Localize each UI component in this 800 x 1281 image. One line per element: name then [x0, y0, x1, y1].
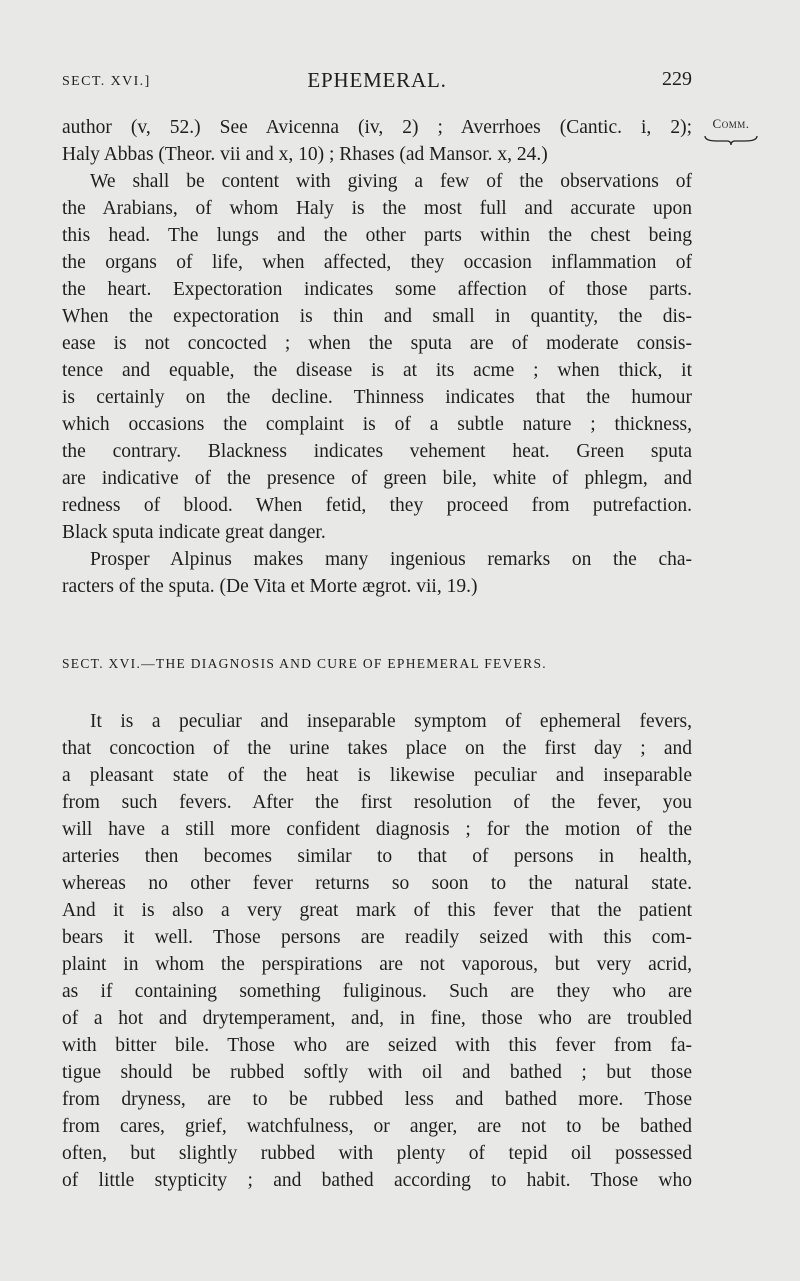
section-heading: SECT. XVI.—THE DIAGNOSIS AND CURE OF EPHEMERAL FEVERS.	[62, 656, 547, 671]
text-line: arteries then becomes similar to that of persons in health,	[62, 846, 692, 867]
text-line: as if containing something fuliginous. Such are they who are	[62, 981, 692, 1002]
text-line: the Arabians, of whom Haly is the most full and accurate upon	[62, 198, 692, 219]
text-line: the heart. Expectoration indicates some affection of those parts.	[62, 279, 692, 300]
text-line: Haly Abbas (Theor. vii and x, 10) ; Rhases (ad Mansor. x, 24.)	[62, 144, 548, 165]
text-line: is certainly on the decline. Thinness indicates that the humour	[62, 387, 692, 408]
text-line: this head. The lungs and the other parts within the chest being	[62, 225, 692, 246]
margin-note-label: Comm.	[712, 116, 750, 131]
text-line: bears it well. Those persons are readily seized with this com-	[62, 927, 692, 948]
text-line: Black sputa indicate great danger.	[62, 522, 326, 543]
text-line: author (v, 52.) See Avicenna (iv, 2) ; Averrhoes (Cantic. i, 2);	[62, 117, 692, 138]
paragraph-references	[62, 114, 692, 168]
text-line: of a hot and drytemperament, and, in fine, those who are troubled	[62, 1008, 692, 1029]
text-line: will have a still more confident diagnosis ; for the motion of the	[62, 819, 692, 840]
text-line: Prosper Alpinus makes many ingenious remarks on the cha-	[90, 549, 692, 570]
paragraph-diagnosis	[62, 708, 692, 1194]
running-header	[62, 68, 692, 96]
paragraph-arabians	[62, 168, 692, 546]
brace-icon	[703, 134, 759, 146]
text-line: We shall be content with giving a few of the observations of	[90, 171, 692, 192]
text-line: with bitter bile. Those who are seized with this fever from fa-	[62, 1035, 692, 1056]
running-title: EPHEMERAL.	[307, 68, 447, 92]
text-line: whereas no other fever returns so soon to the natural state.	[62, 873, 692, 894]
text-line: plaint in whom the perspirations are not vaporous, but very acrid,	[62, 954, 692, 975]
text-line: are indicative of the presence of green bile, white of phlegm, and	[62, 468, 692, 489]
text-line: often, but slightly rubbed with plenty of tepid oil possessed	[62, 1143, 692, 1164]
text-line: the contrary. Blackness indicates vehement heat. Green sputa	[62, 441, 692, 462]
text-line: And it is also a very great mark of this fever that the patient	[62, 900, 692, 921]
text-line: of little stypticity ; and bathed according to habit. Those who	[62, 1170, 692, 1191]
text-line: from dryness, are to be rubbed less and bathed more. Those	[62, 1089, 692, 1110]
text-line: that concoction of the urine takes place on the first day ; and	[62, 738, 692, 759]
text-line: from cares, grief, watchfulness, or anger, are not to be bathed	[62, 1116, 692, 1137]
text-line: the organs of life, when affected, they occasion inflammation of	[62, 252, 692, 273]
text-line: ease is not concocted ; when the sputa are of moderate consis-	[62, 333, 692, 354]
text-line: which occasions the complaint is of a subtle nature ; thickness,	[62, 414, 692, 435]
paragraph-prosper-alpinus	[62, 546, 692, 600]
section-reference: SECT. XVI.]	[62, 74, 151, 89]
text-line: tence and equable, the disease is at its acme ; when thick, it	[62, 360, 692, 381]
text-line: racters of the sputa. (De Vita et Morte ægrot. vii, 19.)	[62, 576, 478, 597]
margin-note	[700, 116, 762, 146]
text-line: tigue should be rubbed softly with oil and bathed ; but those	[62, 1062, 692, 1083]
text-line: When the expectoration is thin and small in quantity, the dis-	[62, 306, 692, 327]
page-number: 229	[662, 68, 692, 90]
text-line: redness of blood. When fetid, they proceed from putrefaction.	[62, 495, 692, 516]
text-line: a pleasant state of the heat is likewise peculiar and inseparable	[62, 765, 692, 786]
text-line: It is a peculiar and inseparable symptom of ephemeral fevers,	[90, 711, 692, 732]
text-line: from such fevers. After the first resolution of the fever, you	[62, 792, 692, 813]
